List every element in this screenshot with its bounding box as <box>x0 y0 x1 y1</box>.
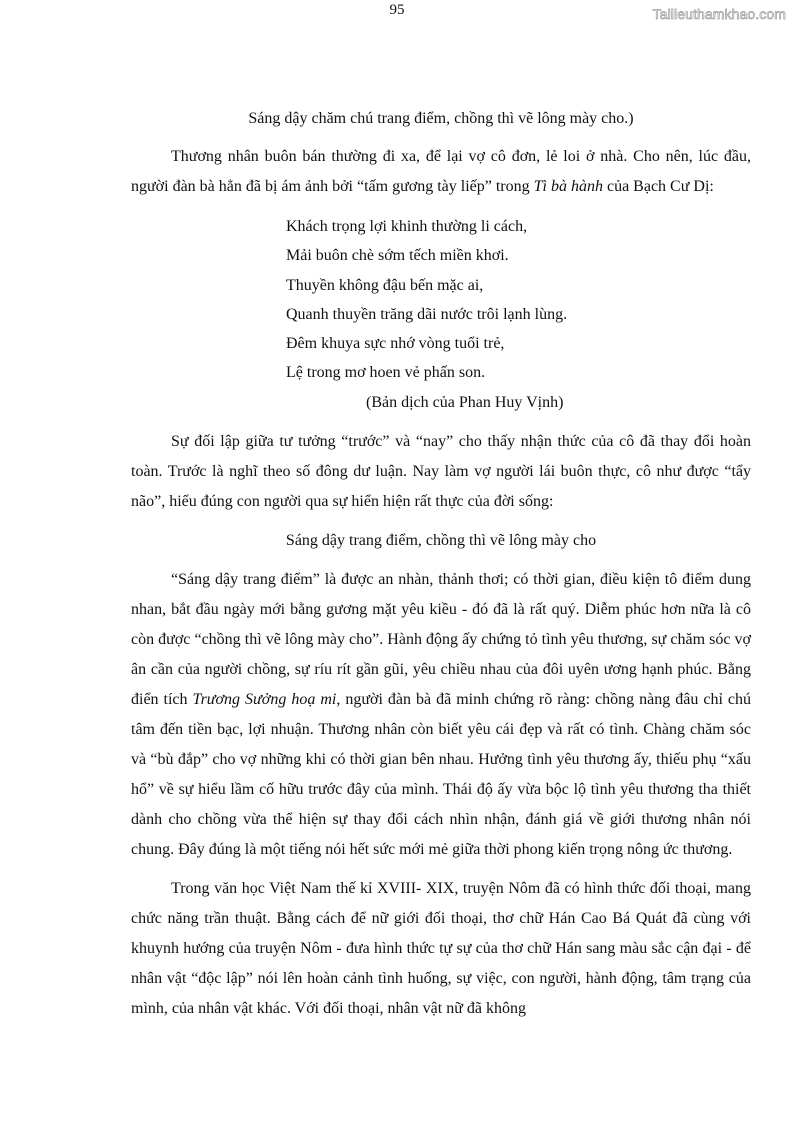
paragraph-analysis <box>131 565 751 865</box>
quoted-verse <box>286 212 751 388</box>
verse-line: Quanh thuyền trăng dãi nước trôi lạnh lùng. <box>286 305 568 323</box>
watermark: Tailieuthamkhao.com <box>652 6 786 22</box>
page-number: 95 <box>389 2 405 18</box>
paragraph-literature: Trong văn học Việt Nam thế kỉ XVIII- XIX, truyện Nôm đã có hình thức đối thoại, mang chức năng trần thuật. Bằng cách để nữ giới đối thoại, thơ chữ Hán Cao Bá Quát đã cùng với khuynh hướng của truyện Nôm - đưa hình thức tự sự của thơ chữ Hán sang màu sắc cận đại - để nhân vật “độc lập” nói lên hoàn cảnh tình huống, sự việc, con người, hành động, tâm trạng của mình, của nhân vật khác. Với đối thoại, nhân vật nữ đã không <box>131 879 751 1017</box>
paragraph-analysis-text: “Sáng dậy trang điểm” là được an nhàn, thảnh thơi; có thời gian, điều kiện tô điểm dung nhan, bắt đầu ngày mới bằng gương mặt yêu kiều - đó đã là rất quý. Diễm phúc hơn nữa là cô còn được “chồng thì vẽ lông mày cho”. Hành động ấy chứng tỏ tình yêu thương, sự chăm sóc vợ ân cần của người chồng, sự ríu rít gần gũi, yêu chiều nhau của đôi uyên ương hạnh phúc. Bằng điển tích <box>131 570 751 708</box>
paragraph-merchant-text: Thương nhân buôn bán thường đi xa, để lại vợ cô đơn, lẻ loi ở nhà. Cho nên, lúc đầu, người đàn bà hẳn đã bị ám ảnh bởi “tấm gương tày liếp” trong <box>131 148 751 195</box>
paragraph-contrast: Sự đối lập giữa tư tưởng “trước” và “nay” cho thấy nhận thức của cô đã thay đổi hoàn toàn. Trước là nghĩ theo số đông dư luận. Nay làm vợ người lái buôn thực, cô như được “tẩy não”, hiểu đúng con người qua sự hiển hiện rất thực của đời sống: <box>131 432 751 510</box>
allusion-title: Trương Sưởng hoạ mi <box>192 690 337 708</box>
page-body <box>131 104 751 1024</box>
verse-line: Lệ trong mơ hoen vẻ phấn son. <box>286 364 486 382</box>
verse-line: Khách trọng lợi khinh thường li cách, <box>286 218 528 235</box>
quoted-line: Sáng dậy trang điểm, chồng thì vẽ lông mày cho <box>285 531 597 549</box>
verse-line: Mải buôn chè sớm tếch miền khơi. <box>286 247 509 265</box>
opening-line: Sáng dậy chăm chú trang điểm, chồng thì vẽ lông mày cho.) <box>248 110 634 127</box>
paragraph-analysis-end: , người đàn bà đã minh chứng rõ ràng: chồng nàng đâu chỉ chú tâm đến tiền bạc, lợi nhuận. Thương nhân còn biết yêu cái đẹp và rất có tình. Chàng chăm sóc và “bù đắp” cho vợ những khi có thời gian bên nhau. Hưởng tình yêu thương ấy, thiếu phụ “xấu hổ” về sự hiểu lầm cố hữu trước đây của mình. Thái độ ấy vừa bộc lộ tình yêu thương tha thiết dành cho chồng vừa thể hiện sự thay đổi cách nhìn nhận, đánh giá về giới thương nhân nói chung. Đây đúng là một tiếng nói hết sức mới mẻ giữa thời phong kiến trọng nông ức thương. <box>131 690 752 858</box>
translation-credit: (Bản dịch của Phan Huy Vịnh) <box>366 393 564 411</box>
poem-title-ti-ba-hanh: Tì bà hành <box>533 178 603 195</box>
verse-line: Đêm khuya sực nhớ vòng tuổi trẻ, <box>286 335 505 353</box>
verse-line: Thuyền không đậu bến mặc ai, <box>286 276 484 294</box>
paragraph-merchant <box>131 142 751 202</box>
paragraph-merchant-end: của Bạch Cư Dị: <box>602 178 714 195</box>
